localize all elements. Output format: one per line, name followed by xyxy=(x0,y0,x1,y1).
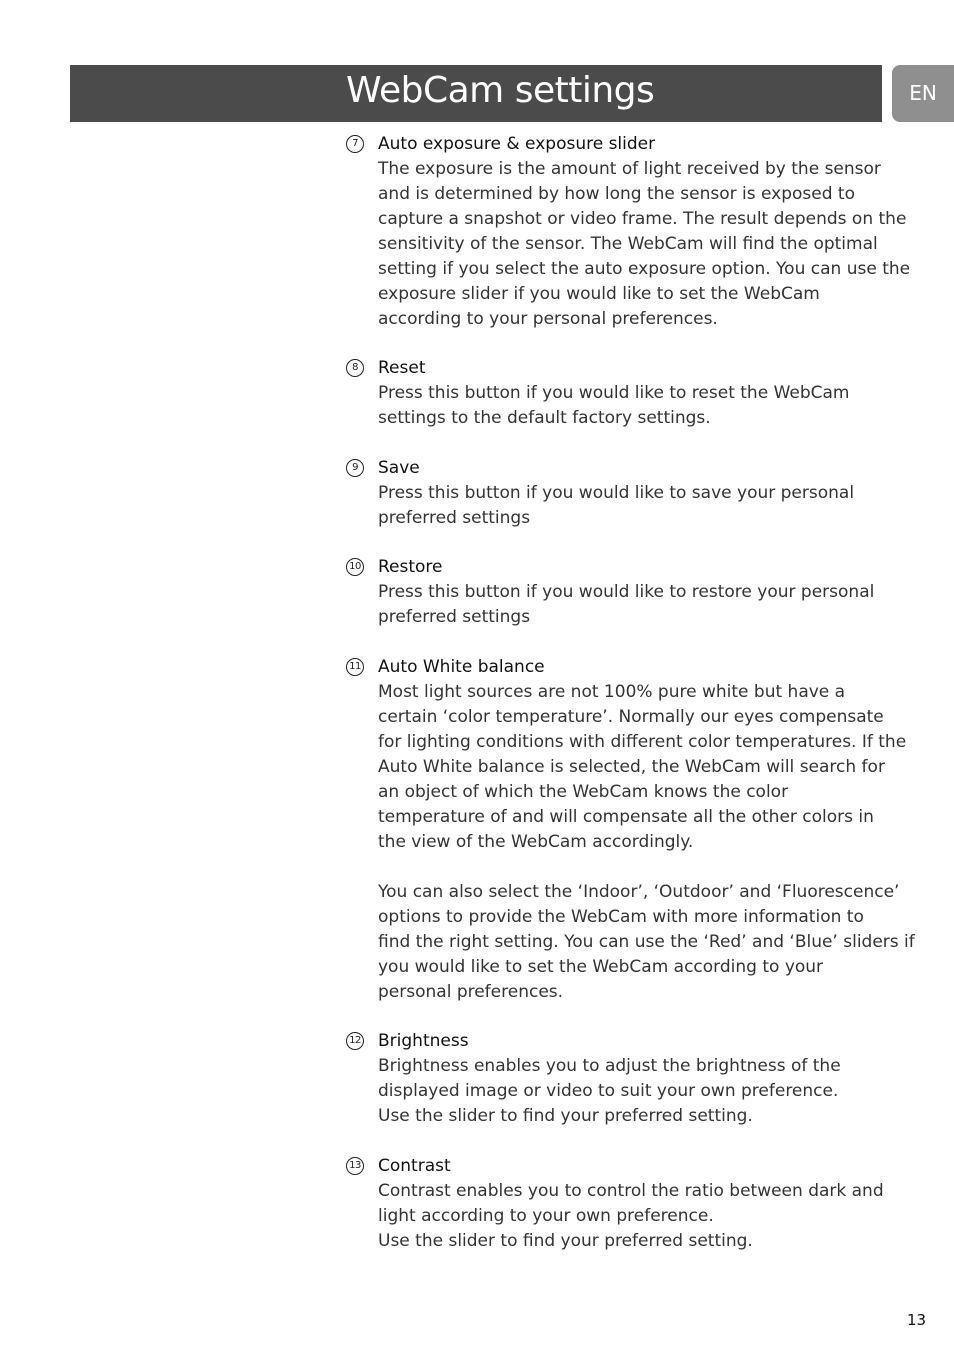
section-body xyxy=(378,381,849,431)
body-line: Brightness enables you to adjust the brightness of the xyxy=(378,1056,841,1076)
body-line: Contrast enables you to control the ratio between dark and xyxy=(378,1181,884,1201)
body-line: Use the slider to find your preferred setting. xyxy=(378,1231,753,1251)
body-line: setting if you select the auto exposure option. You can use the xyxy=(378,259,911,279)
section-body xyxy=(378,157,910,332)
section-title: Auto White balance xyxy=(378,657,545,677)
section-body xyxy=(378,580,874,630)
body-line: exposure slider if you would like to set the WebCam xyxy=(378,284,820,304)
body-line: personal preferences. xyxy=(378,982,564,1002)
section-number-badge: 7 xyxy=(346,135,364,153)
body-line: displayed image or video to suit your own preference. xyxy=(378,1081,839,1101)
section-body xyxy=(378,481,854,531)
section-number-badge: 10 xyxy=(346,558,364,576)
body-line: an object of which the WebCam knows the color xyxy=(378,782,789,802)
section-body xyxy=(378,1054,841,1129)
section-title: Brightness xyxy=(378,1031,469,1051)
section-number-badge: 12 xyxy=(346,1032,364,1050)
body-line: for lighting conditions with different color temperatures. If the xyxy=(378,732,907,752)
section-title: Save xyxy=(378,458,420,478)
language-tab: EN xyxy=(892,65,954,122)
section-number-badge: 9 xyxy=(346,459,364,477)
body-line: and is determined by how long the sensor is exposed to xyxy=(378,184,855,204)
section-title: Reset xyxy=(378,358,426,378)
body-line: temperature of and will compensate all the other colors in xyxy=(378,807,874,827)
body-line: light according to your own preference. xyxy=(378,1206,714,1226)
body-line: Auto White balance is selected, the WebCam will search for xyxy=(378,757,885,777)
body-line: Use the slider to find your preferred setting. xyxy=(378,1106,753,1126)
body-line: Most light sources are not 100% pure white but have a xyxy=(378,682,846,702)
body-line: Press this button if you would like to save your personal xyxy=(378,483,855,503)
section-number-badge: 11 xyxy=(346,658,364,676)
body-line: preferred settings xyxy=(378,607,531,627)
body-line: You can also select the ‘Indoor’, ‘Outdoor’ and ‘Fluorescence’ xyxy=(378,882,900,902)
body-line: settings to the default factory settings. xyxy=(378,408,711,428)
body-line: options to provide the WebCam with more information to xyxy=(378,907,864,927)
section-title: Contrast xyxy=(378,1156,451,1176)
section-title: Auto exposure & exposure slider xyxy=(378,134,656,154)
body-line: you would like to set the WebCam according to your xyxy=(378,957,824,977)
section-number-badge: 13 xyxy=(346,1157,364,1175)
page-number: 13 xyxy=(907,1311,927,1329)
body-line: capture a snapshot or video frame. The result depends on the xyxy=(378,209,907,229)
body-line: according to your personal preferences. xyxy=(378,309,718,329)
page-title: WebCam settings xyxy=(346,70,655,111)
body-line: Press this button if you would like to reset the WebCam xyxy=(378,383,850,403)
body-line: The exposure is the amount of light received by the sensor xyxy=(378,159,881,179)
section-body xyxy=(378,680,915,1005)
body-line: preferred settings xyxy=(378,508,531,528)
section-body xyxy=(378,1179,884,1254)
body-line: sensitivity of the sensor. The WebCam will find the optimal xyxy=(378,234,878,254)
body-line: find the right setting. You can use the ‘Red’ and ‘Blue’ sliders if xyxy=(378,932,915,952)
body-line: Press this button if you would like to restore your personal xyxy=(378,582,875,602)
body-line: certain ‘color temperature’. Normally our eyes compensate xyxy=(378,707,884,727)
paragraph-gap xyxy=(378,855,915,880)
section-title: Restore xyxy=(378,557,443,577)
section-number-badge: 8 xyxy=(346,359,364,377)
body-line: the view of the WebCam accordingly. xyxy=(378,832,694,852)
